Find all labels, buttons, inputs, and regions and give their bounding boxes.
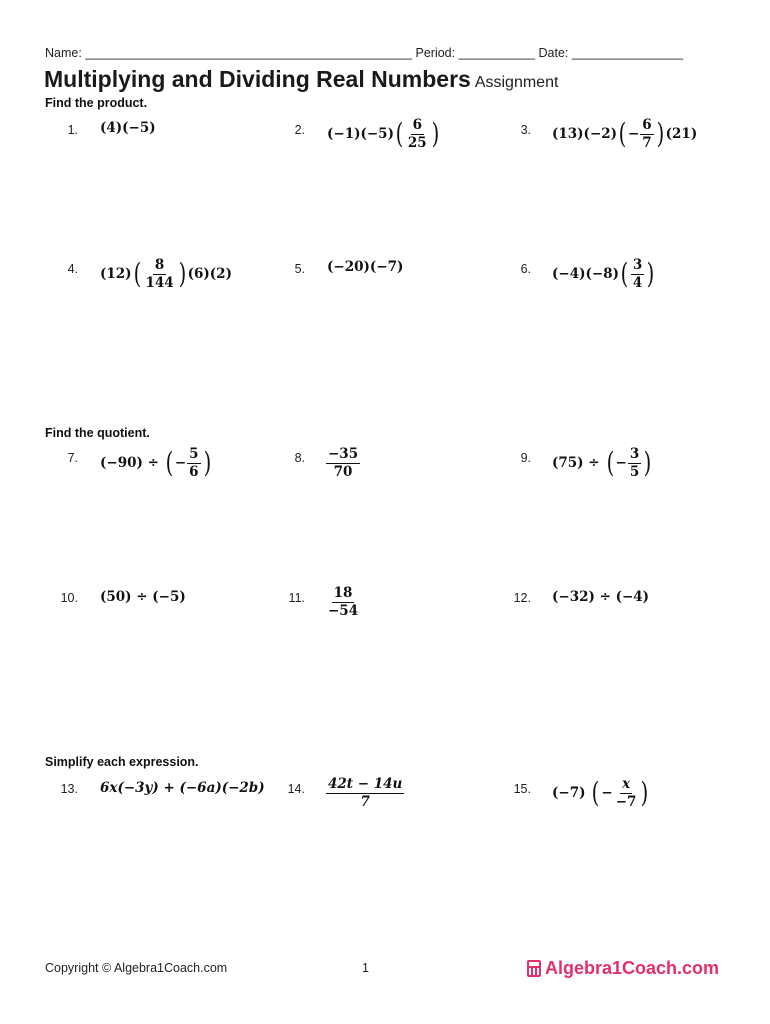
page-number: 1: [362, 961, 369, 975]
problem-2-expression: (−1)(−5) ( $\frac{6}{25}$ ): [327, 117, 439, 151]
problem-number: 12.: [513, 591, 531, 605]
problem-number: 13.: [60, 782, 78, 796]
problem-number: 7.: [67, 451, 78, 465]
calculator-icon: [527, 960, 541, 977]
section-product-heading: Find the product.: [45, 96, 148, 110]
fraction: $\frac{-35}{70}$: [328, 446, 359, 480]
problem-number: 5.: [294, 262, 305, 276]
problem-7-expression: (−90) ÷ ( − $\frac{5}{6}$ ): [100, 446, 211, 480]
problem-number: 3.: [520, 123, 531, 137]
fraction: $\frac{3}{5}$: [629, 446, 640, 480]
problem-number: 14.: [287, 782, 305, 796]
fraction: $\frac{3}{4}$: [632, 257, 643, 291]
page-title: [44, 66, 558, 93]
problem-9-expression: (75) ÷ ( − $\frac{3}{5}$ ): [552, 446, 652, 480]
problem-5-expression: (−20)(−7): [327, 259, 404, 275]
problem-number: 9.: [520, 451, 531, 465]
problem-3-expression: (13)(−2) ( − $\frac{6}{7}$ ) (21): [552, 117, 698, 151]
fraction: $\frac{42t - 14u}{7}$: [328, 776, 403, 810]
section-quotient-heading: Find the quotient.: [45, 426, 150, 440]
title-main: Multiplying and Dividing Real Numbers: [44, 66, 471, 92]
problem-15-expression: (−7) ( − $\frac{x}{-7}$ ): [552, 776, 649, 810]
problem-10-expression: (50) ÷ (−5): [100, 589, 186, 605]
brand-logo: [527, 958, 719, 979]
section-simplify-heading: Simplify each expression.: [45, 755, 199, 769]
problem-number: 11.: [288, 591, 305, 605]
copyright-text: Copyright © Algebra1Coach.com: [45, 961, 228, 975]
problem-number: 6.: [520, 262, 531, 276]
problem-1-expression: (4)(−5): [100, 120, 156, 136]
problem-6-expression: (−4)(−8) ( $\frac{3}{4}$ ): [552, 257, 655, 291]
problem-number: 8.: [294, 451, 305, 465]
problem-8-expression: [325, 447, 361, 480]
fraction: $\frac{18}{-54}$: [328, 585, 359, 619]
fraction: $\frac{x}{-7}$: [615, 776, 637, 810]
problem-number: 2.: [294, 123, 305, 137]
brand-name: Algebra1Coach.com: [545, 958, 720, 978]
problem-4-expression: (12) ( $\frac{8}{144}$ ) (6)(2): [100, 257, 232, 291]
problem-13-expression: 6x(−3y) + (−6a)(−2b): [100, 780, 265, 796]
problem-14-expression: [325, 777, 405, 810]
fraction: $\frac{6}{7}$: [642, 117, 652, 151]
problem-12-expression: (−32) ÷ (−4): [552, 589, 650, 605]
fraction: $\frac{5}{6}$: [189, 446, 199, 480]
problem-number: 10.: [60, 591, 78, 605]
title-sub: Assignment: [474, 74, 559, 91]
problem-11-expression: [325, 586, 361, 619]
problem-number: 4.: [67, 262, 78, 276]
problem-number: 15.: [513, 782, 531, 796]
student-info-line: Name: _______________________________________________ Period: ___________ Date: ________________: [45, 46, 684, 60]
fraction: $\frac{6}{25}$: [407, 117, 427, 151]
problem-number: 1.: [67, 123, 78, 137]
fraction: $\frac{8}{144}$: [145, 257, 174, 291]
